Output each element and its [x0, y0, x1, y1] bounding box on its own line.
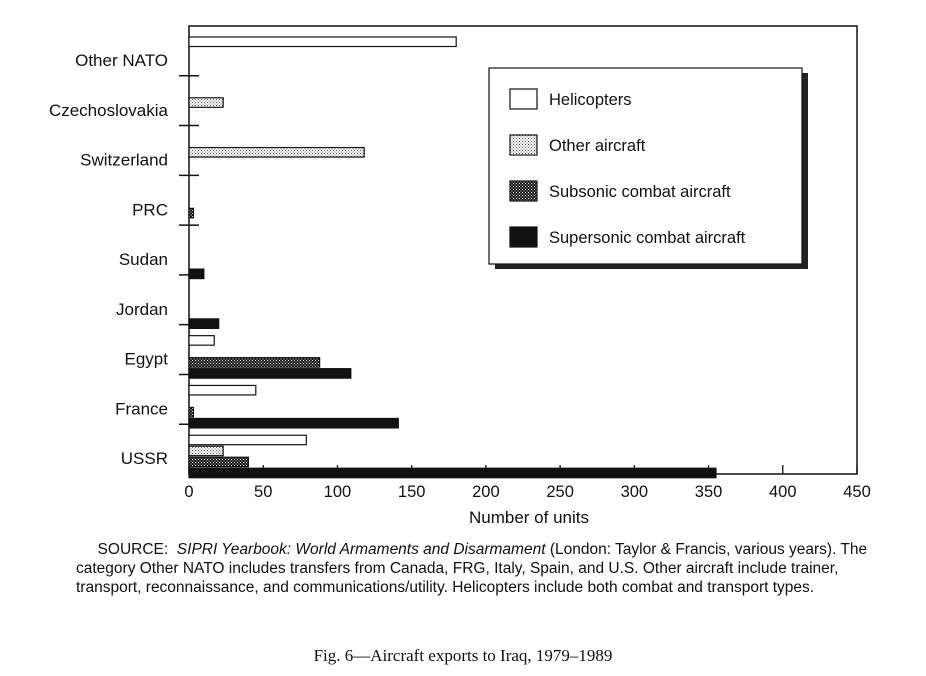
y-tick-label: Other NATO: [75, 51, 168, 70]
bar: [189, 208, 193, 218]
legend-label: Helicopters: [549, 91, 632, 109]
source-title: SIPRI Yearbook: World Armaments and Disarmament: [176, 541, 546, 558]
bar: [189, 148, 364, 158]
bar: [189, 269, 204, 279]
bar: [189, 385, 256, 395]
y-tick-label: Switzerland: [80, 150, 168, 170]
bar: [189, 407, 193, 417]
x-tick-label: 200: [472, 483, 500, 501]
x-tick-label: 0: [184, 483, 194, 501]
x-tick-label: 100: [323, 483, 352, 501]
y-tick-label: USSR: [120, 449, 168, 469]
y-axis: [49, 51, 199, 468]
x-tick-label: 50: [254, 483, 273, 501]
legend-swatch: [510, 135, 537, 155]
bar: [189, 37, 456, 47]
bar: [189, 358, 320, 368]
x-tick-label: 350: [694, 483, 723, 501]
x-tick-label: 150: [397, 483, 426, 501]
legend-swatch: [510, 181, 537, 201]
bar: [189, 435, 306, 445]
y-tick-label: PRC: [132, 200, 168, 220]
legend-label: Subsonic combat aircraft: [549, 183, 731, 201]
figure-caption: Fig. 6—Aircraft exports to Iraq, 1979–1989: [313, 646, 613, 665]
bar: [189, 98, 223, 108]
x-tick-label: 450: [843, 483, 871, 501]
legend-label: Supersonic combat aircraft: [549, 229, 746, 247]
bar: [189, 319, 219, 329]
x-tick-label: 250: [546, 483, 574, 501]
bar: [189, 369, 351, 379]
legend-swatch: [510, 227, 537, 247]
x-tick-label: 400: [769, 483, 797, 501]
bar: [189, 446, 223, 456]
source-label: SOURCE:: [97, 541, 169, 558]
bar: [189, 418, 398, 428]
y-tick-label: Jordan: [116, 299, 168, 319]
legend: [489, 68, 808, 269]
legend-swatch: [510, 89, 537, 109]
y-tick-label: Egypt: [124, 349, 168, 369]
x-tick-label: 300: [620, 483, 649, 501]
legend-label: Other aircraft: [549, 137, 646, 155]
source-note: [76, 540, 896, 597]
y-tick-label: Sudan: [118, 250, 168, 270]
bar: [189, 336, 214, 346]
y-tick-label: France: [115, 399, 168, 419]
bar: [189, 457, 248, 467]
y-tick-label: Czechoslovakia: [48, 100, 168, 120]
source-text: (London: Taylor & Francis, various years). The category Other NATO includes transfers from Canada, FRG, Italy, Spain, and U.S. Other aircraft include trainer, transport, reconnaissance, and communications/utility. Helicopters include both combat and transport types.: [76, 541, 868, 596]
x-axis-label: Number of units: [469, 508, 589, 527]
bar: [189, 468, 716, 478]
